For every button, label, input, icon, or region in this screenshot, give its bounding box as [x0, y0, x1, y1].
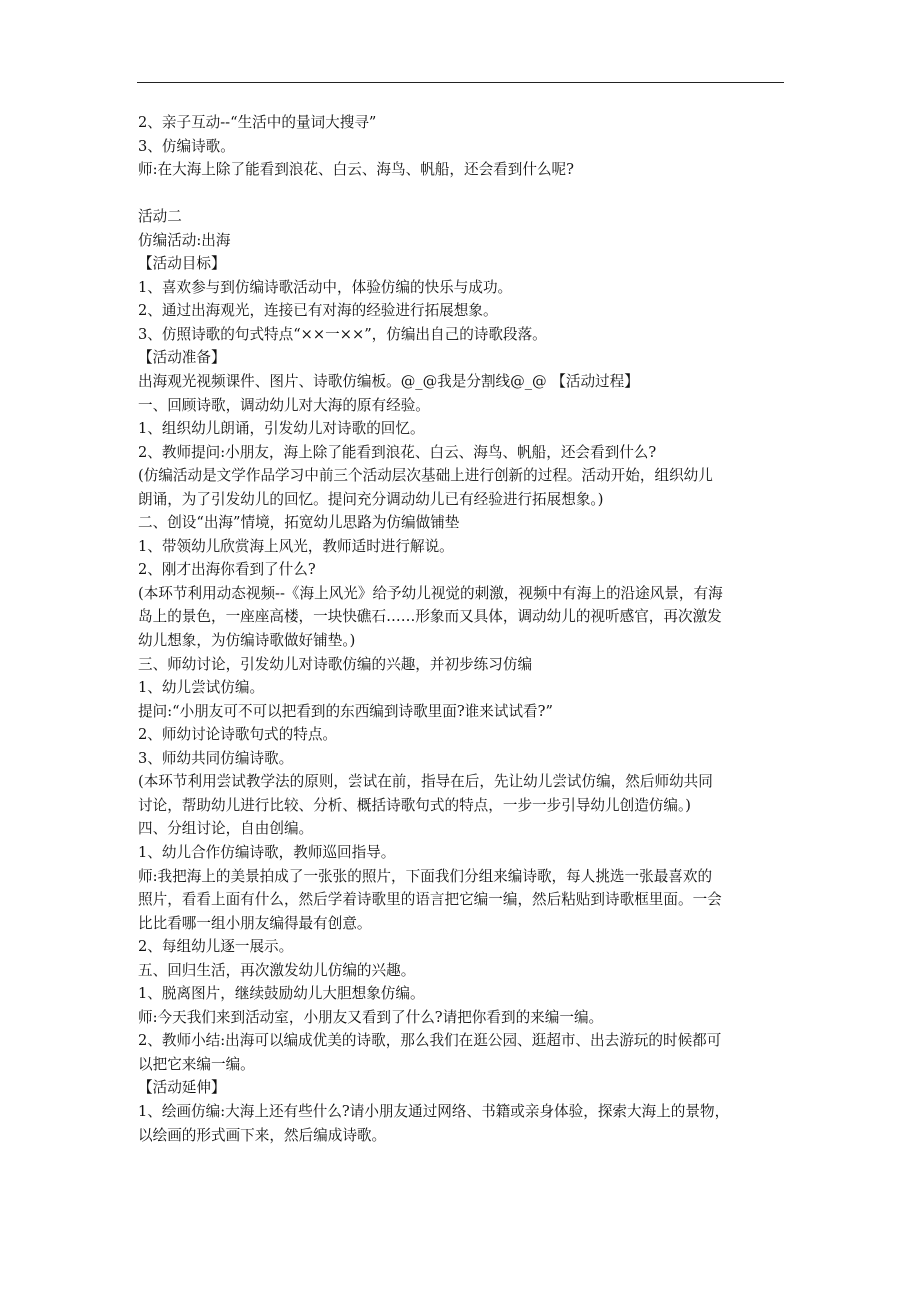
text-line: 2、每组幼儿逐一展示。: [138, 938, 294, 956]
text-line: 1、幼儿尝试仿编。: [138, 679, 265, 697]
text-line: 2、教师小结:出海可以编成优美的诗歌，那么我们在逛公园、逛超市、出去游玩的时候都可: [138, 1032, 722, 1050]
text-line: 提问:“小朋友可不可以把看到的东西编到诗歌里面?谁来试试看?”: [138, 702, 553, 720]
subheading-preparation: 【活动准备】: [138, 349, 226, 367]
text-line: 二、创设“出海”情境，拓宽幼儿思路为仿编做铺垫: [138, 514, 460, 532]
paragraph-gap: [138, 182, 788, 206]
text-line: 比比看哪一组小朋友编得最有创意。: [138, 914, 372, 932]
text-line: 2、刚才出海你看到了什么?: [138, 561, 316, 579]
text-line: 四、分组讨论，自由创编。: [138, 820, 314, 838]
text-line: 三、师幼讨论，引发幼儿对诗歌仿编的兴趣，并初步练习仿编: [138, 655, 533, 673]
text-line: 师:今天我们来到活动室，小朋友又看到了什么?请把你看到的来编一编。: [138, 1008, 604, 1026]
text-line: (本环节利用尝试教学法的原则，尝试在前，指导在后，先让幼儿尝试仿编，然后师幼共同: [138, 773, 713, 791]
text-line: 1、幼儿合作仿编诗歌，教师巡回指导。: [138, 843, 396, 861]
section-heading: 活动二: [138, 208, 182, 226]
text-line: 岛上的景色，一座座高楼，一块快礁石……形象而又具体，调动幼儿的视听感官，再次激发: [138, 608, 722, 626]
text-line: 朗诵，为了引发幼儿的回忆。提问充分调动幼儿已有经验进行拓展想象。): [138, 490, 604, 508]
text-line: 2、教师提问:小朋友，海上除了能看到浪花、白云、海鸟、帆船，还会看到什么?: [138, 443, 657, 461]
text-line: 幼儿想象，为仿编诗歌做好铺垫。): [138, 632, 356, 650]
text-line: 师:我把海上的美景拍成了一张张的照片，下面我们分组来编诗歌，每人挑选一张最喜欢的: [138, 867, 713, 885]
text-line: 1、脱离图片，继续鼓励幼儿大胆想象仿编。: [138, 985, 425, 1003]
text-line: 照片，看看上面有什么，然后学着诗歌里的语言把它编一编，然后粘贴到诗歌框里面。一会: [138, 891, 722, 909]
text-line: (仿编活动是文学作品学习中前三个活动层次基础上进行创新的过程。活动开始，组织幼儿: [138, 467, 713, 485]
text-line: 2、亲子互动--“生活中的量词大搜寻”: [138, 114, 377, 131]
activity-title: 仿编活动:出海: [138, 231, 231, 249]
text-line: 2、通过出海观光，连接已有对海的经验进行拓展想象。: [138, 302, 498, 320]
text-line: 3、仿编诗歌。: [138, 137, 235, 155]
text-line: 3、仿照诗歌的句式特点“××一××”，仿编出自己的诗歌段落。: [138, 325, 547, 343]
text-line: 师:在大海上除了能看到浪花、白云、海鸟、帆船，还会看到什么呢?: [138, 161, 574, 179]
text-line: 以把它来编一编。: [138, 1055, 255, 1073]
text-line: 2、师幼讨论诗歌句式的特点。: [138, 726, 338, 744]
text-line: 出海观光视频课件、图片、诗歌仿编板。@_@我是分割线@_@ 【活动过程】: [138, 373, 639, 391]
text-line: (本环节利用动态视频--《海上风光》给予幼儿视觉的刺激，视频中有海上的沿途风景，有海: [138, 584, 723, 602]
header-rule: [137, 82, 784, 83]
text-line: 1、喜欢参与到仿编诗歌活动中，体验仿编的快乐与成功。: [138, 278, 513, 296]
text-line: 1、组织幼儿朗诵，引发幼儿对诗歌的回忆。: [138, 420, 425, 438]
text-line: 以绘画的形式画下来，然后编成诗歌。: [138, 1126, 387, 1144]
text-line: 1、带领幼儿欣赏海上风光，教师适时进行解说。: [138, 537, 454, 555]
subheading-extension: 【活动延伸】: [138, 1079, 226, 1097]
text-line: 一、回顾诗歌，调动幼儿对大海的原有经验。: [138, 396, 430, 414]
subheading-goals: 【活动目标】: [138, 255, 226, 273]
text-line: 五、回归生活，再次激发幼儿仿编的兴趣。: [138, 961, 416, 979]
text-line: 讨论，帮助幼儿进行比较、分析、概括诗歌句式的特点，一步一步引导幼儿创造仿编。): [138, 796, 691, 814]
text-line: 3、师幼共同仿编诗歌。: [138, 749, 294, 767]
text-line: 1、绘画仿编:大海上还有些什么?请小朋友通过网络、书籍或亲身体验，探索大海上的景物，: [138, 1102, 730, 1120]
document-body: [138, 111, 788, 1147]
